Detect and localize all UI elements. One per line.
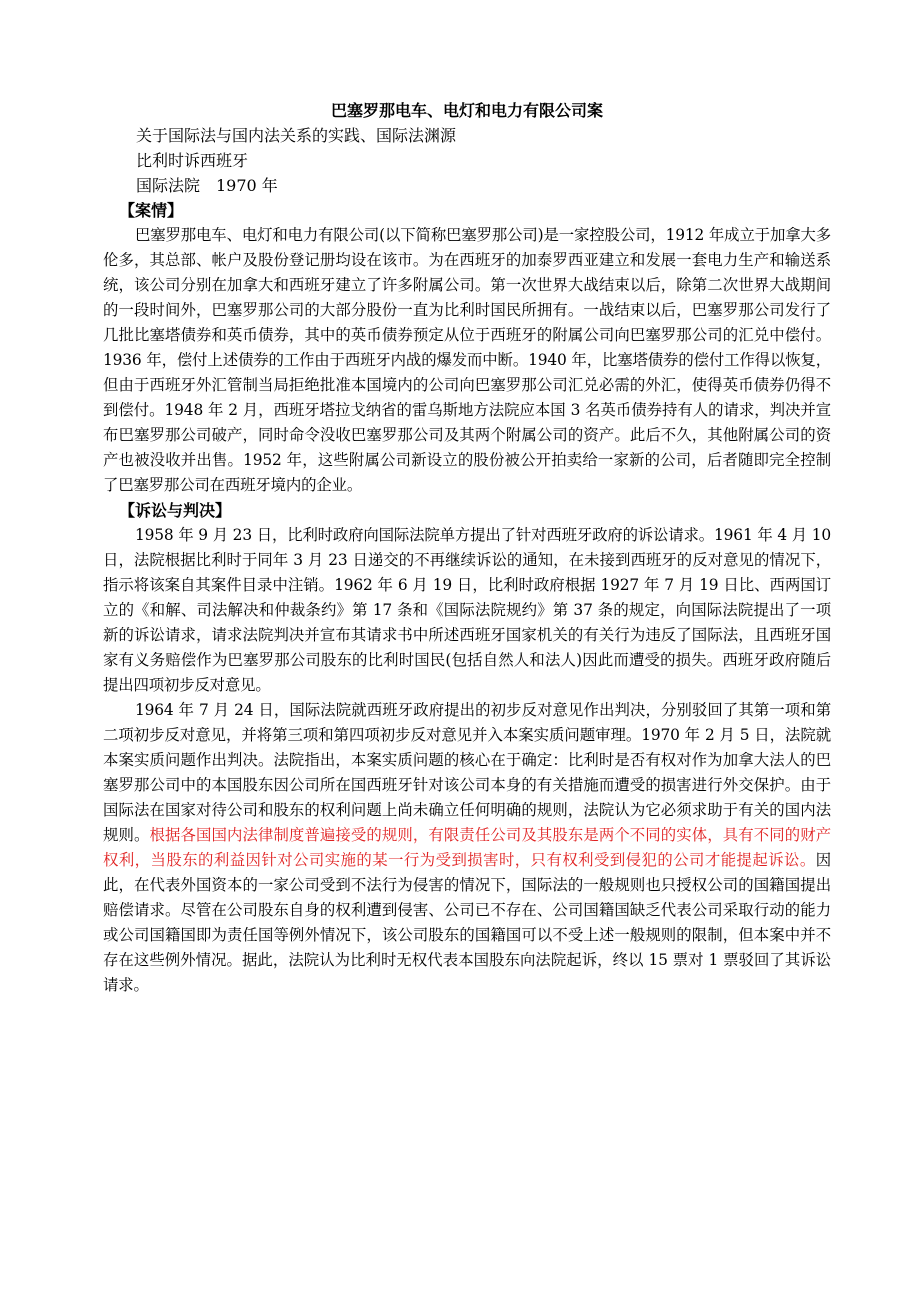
highlighted-rule-text: 根据各国国内法律制度普遍接受的规则，有限责任公司及其股东是两个不同的实体，具有不同的财产权利，当股东的利益因针对公司实施的某一行为受到损害时，只有权利受到侵犯的公司才能提起诉讼。 [103, 826, 831, 869]
litigation-paragraph-2-intro: 1964 年 7 月 24 日，国际法院就西班牙政府提出的初步反对意见作出判决，分别驳回了其第一项和第二项初步反对意见，并将第三项和第四项初步反对意见并入本案实质问题审理。1970 年 2 月 5 日，法院就本案实质问题作出判决。法院指出，本案实质问题的核心在于确定：比利时是否有权对作为加拿大法人的巴塞罗那公司中的本国股东因公司所在国西班牙针对该公司本身的有关措施而遭受的损害进行外交保护。由于国际法在国家对待公司和股东的权利问题上尚未确立任何明确的规则，法院认为它必须求助于有关的国内法规则。 [103, 701, 831, 844]
litigation-paragraph-2-conclusion: 因此，在代表外国资本的一家公司受到不法行为侵害的情况下，国际法的一般规则也只授权公司的国籍国提出赔偿请求。尽管在公司股东自身的权利遭到侵害、公司已不存在、公司国籍国缺乏代表公司采取行动的能力或公司国籍国即为责任国等例外情况下，该公司股东的国籍国可以不受上述一般规则的限制，但本案中并不存在这些例外情况。据此，法院认为比利时无权代表本国股东向法院起诉，终以 15 票对 1 票驳回了其诉讼请求。 [103, 851, 831, 994]
case-parties: 比利时诉西班牙 [136, 151, 249, 170]
case-topic: 关于国际法与国内法关系的实践、国际法渊源 [136, 126, 457, 145]
litigation-heading: 【诉讼与判决】 [119, 501, 232, 520]
facts-heading: 【案情】 [119, 201, 184, 220]
litigation-paragraph-1: 1958 年 9 月 23 日，比利时政府向国际法院单方提出了针对西班牙政府的诉讼请求。1961 年 4 月 10 日，法院根据比利时于同年 3 月 23 日递交的不再继续诉讼的通知，在未接到西班牙的反对意见的情况下，指示将该案自其案件目录中注销。1962 年 6 月 19 日，比利时政府根据 1927 年 7 月 19 日比、西两国订立的《和解、司法解决和仲裁条约》第 17 条和《国际法院规约》第 37 条的规定，向国际法院提出了一项新的诉讼请求，请求法院判决并宣布其请求书中所述西班牙国家机关的有关行为违反了国际法，且西班牙国家有义务赔偿作为巴塞罗那公司股东的比利时国民(包括自然人和法人)因此而遭受的损失。西班牙政府随后提出四项初步反对意见。 [103, 526, 831, 694]
case-court-year: 国际法院 1970 年 [136, 176, 278, 195]
document-title: 巴塞罗那电车、电灯和电力有限公司案 [330, 101, 603, 120]
litigation-paragraph-2 [103, 698, 831, 998]
document-page [103, 98, 831, 998]
facts-paragraph: 巴塞罗那电车、电灯和电力有限公司(以下简称巴塞罗那公司)是一家控股公司，1912 年成立于加拿大多伦多，其总部、帐户及股份登记册均设在该市。为在西班牙的加泰罗西亚建立和发展一套电力生产和输送系统，该公司分别在加拿大和西班牙建立了许多附属公司。第一次世界大战结束以后，除第二次世界大战期间的一段时间外，巴塞罗那公司的大部分股份一直为比利时国民所拥有。一战结束以后，巴塞罗那公司发行了几批比塞塔债券和英币债券，其中的英币债券预定从位于西班牙的附属公司向巴塞罗那公司的汇兑中偿付。1936 年，偿付上述债券的工作由于西班牙内战的爆发而中断。1940 年，比塞塔债券的偿付工作得以恢复，但由于西班牙外汇管制当局拒绝批准本国境内的公司向巴塞罗那公司汇兑必需的外汇，使得英币债券仍得不到偿付。1948 年 2 月，西班牙塔拉戈纳省的雷乌斯地方法院应本国 3 名英币债券持有人的请求，判决并宣布巴塞罗那公司破产，同时命令没收巴塞罗那公司及其两个附属公司的资产。此后不久，其他附属公司的资产也被没收并出售。1952 年，这些附属公司新设立的股份被公开拍卖给一家新的公司，后者随即完全控制了巴塞罗那公司在西班牙境内的企业。 [103, 226, 831, 494]
